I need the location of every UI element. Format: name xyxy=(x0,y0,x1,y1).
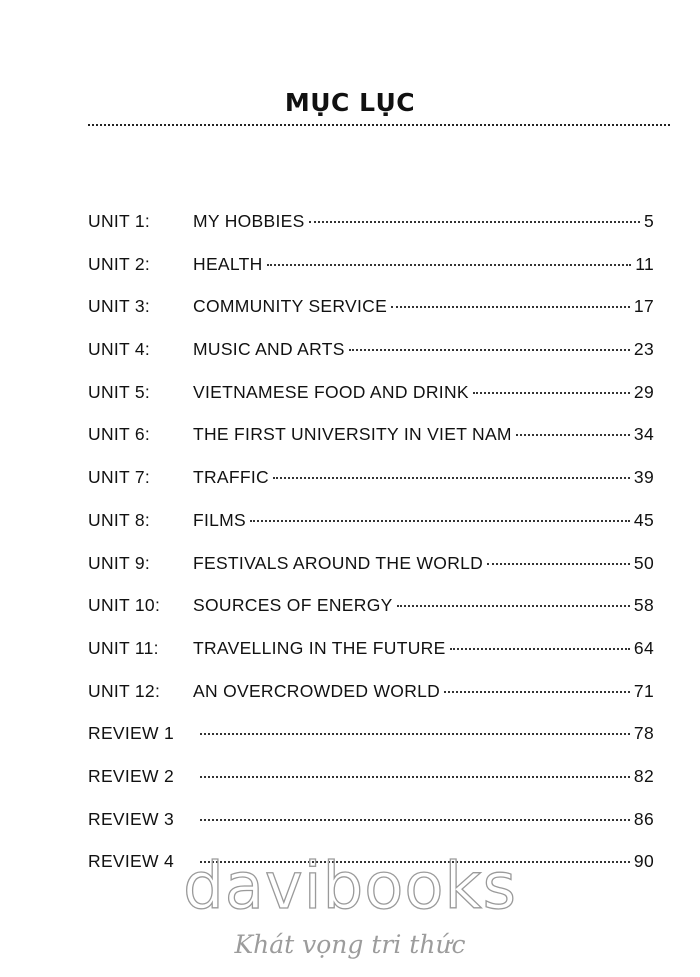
toc-unit-label: UNIT 11: xyxy=(88,637,159,658)
toc-review-label: REVIEW 3 xyxy=(88,808,175,829)
dot-leader xyxy=(487,563,630,565)
toc-unit-label: UNIT 2: xyxy=(88,253,151,274)
toc-page-number: 58 xyxy=(633,595,654,616)
toc-unit-title: TRAVELLING IN THE FUTURE xyxy=(193,637,446,658)
toc-unit-title: FESTIVALS AROUND THE WORLD xyxy=(193,552,484,573)
toc-page-number: 11 xyxy=(635,253,654,274)
toc-unit-label: UNIT 3: xyxy=(88,296,151,317)
toc-entry[interactable] xyxy=(88,200,654,243)
toc-unit-label: UNIT 6: xyxy=(88,424,151,445)
page-title: MỤC LỤC xyxy=(284,88,416,117)
dot-leader xyxy=(273,477,630,479)
toc-entry[interactable] xyxy=(88,670,654,713)
toc-review-label: REVIEW 2 xyxy=(88,765,175,786)
toc-entry[interactable] xyxy=(88,456,654,499)
dot-leader xyxy=(267,264,632,266)
toc-unit-title: HEALTH xyxy=(193,253,263,274)
toc-entry[interactable] xyxy=(88,627,654,670)
toc-entry[interactable] xyxy=(88,584,654,627)
toc-unit-title: COMMUNITY SERVICE xyxy=(193,296,388,317)
dot-leader xyxy=(450,648,630,650)
toc-unit-title: SOURCES OF ENERGY xyxy=(193,595,393,616)
dot-leader xyxy=(444,691,630,693)
dot-leader xyxy=(200,733,630,735)
toc-unit-title: MUSIC AND ARTS xyxy=(193,339,345,360)
toc-entry[interactable] xyxy=(88,328,654,371)
toc-entry[interactable] xyxy=(88,413,654,456)
toc-unit-title: TRAFFIC xyxy=(193,467,269,488)
toc-entry[interactable] xyxy=(88,371,654,414)
toc-entry[interactable] xyxy=(88,243,654,286)
toc-page-number: 71 xyxy=(633,680,654,701)
toc-unit-label: UNIT 9: xyxy=(88,552,151,573)
toc-unit-label: UNIT 5: xyxy=(88,381,151,402)
toc-entry[interactable] xyxy=(88,712,654,755)
toc-page-number: 82 xyxy=(633,765,654,786)
toc-unit-label: UNIT 8: xyxy=(88,509,151,530)
toc-unit-title: VIETNAMESE FOOD AND DRINK xyxy=(193,381,469,402)
toc-page-number: 29 xyxy=(633,381,654,402)
watermark-logo: davibooks xyxy=(183,850,517,924)
title-dotted-rule xyxy=(88,124,670,126)
toc-page-number: 39 xyxy=(633,467,654,488)
toc-unit-title: FILMS xyxy=(193,509,247,530)
toc-unit-label: UNIT 12: xyxy=(88,680,161,701)
toc-page-number: 5 xyxy=(643,211,654,231)
dot-leader xyxy=(200,819,630,821)
dot-leader xyxy=(397,605,630,607)
toc-entry[interactable] xyxy=(88,542,654,585)
toc-review-label: REVIEW 4 xyxy=(88,851,175,872)
toc-unit-label: UNIT 7: xyxy=(88,467,151,488)
dot-leader xyxy=(309,221,640,223)
toc-page-number: 34 xyxy=(633,424,654,445)
dot-leader xyxy=(473,392,630,394)
toc-unit-label: UNIT 10: xyxy=(88,595,161,616)
toc-unit-label: UNIT 4: xyxy=(88,339,151,360)
toc-page-number: 50 xyxy=(633,552,654,573)
toc-unit-label: UNIT 1: xyxy=(88,211,151,231)
table-of-contents xyxy=(88,200,654,883)
toc-unit-title: MY HOBBIES xyxy=(193,211,305,231)
toc-entry[interactable] xyxy=(88,798,654,841)
dot-leader xyxy=(200,776,630,778)
toc-entry[interactable] xyxy=(88,285,654,328)
dot-leader xyxy=(349,349,630,351)
toc-page-number: 64 xyxy=(633,637,654,658)
toc-unit-title: THE FIRST UNIVERSITY IN VIET NAM xyxy=(193,424,512,445)
toc-page-number: 23 xyxy=(633,339,654,360)
toc-entry[interactable] xyxy=(88,755,654,798)
dot-leader xyxy=(250,520,630,522)
toc-page-number: 86 xyxy=(633,808,654,829)
toc-page-number: 78 xyxy=(633,723,654,744)
toc-page-number: 90 xyxy=(633,851,654,872)
toc-page-number: 45 xyxy=(633,509,654,530)
toc-review-label: REVIEW 1 xyxy=(88,723,175,744)
toc-unit-title: AN OVERCROWDED WORLD xyxy=(193,680,441,701)
toc-entry[interactable] xyxy=(88,499,654,542)
watermark-tagline: Khát vọng tri thức xyxy=(234,930,466,959)
toc-page-number: 17 xyxy=(633,296,654,317)
dot-leader xyxy=(516,434,630,436)
dot-leader xyxy=(391,306,630,308)
